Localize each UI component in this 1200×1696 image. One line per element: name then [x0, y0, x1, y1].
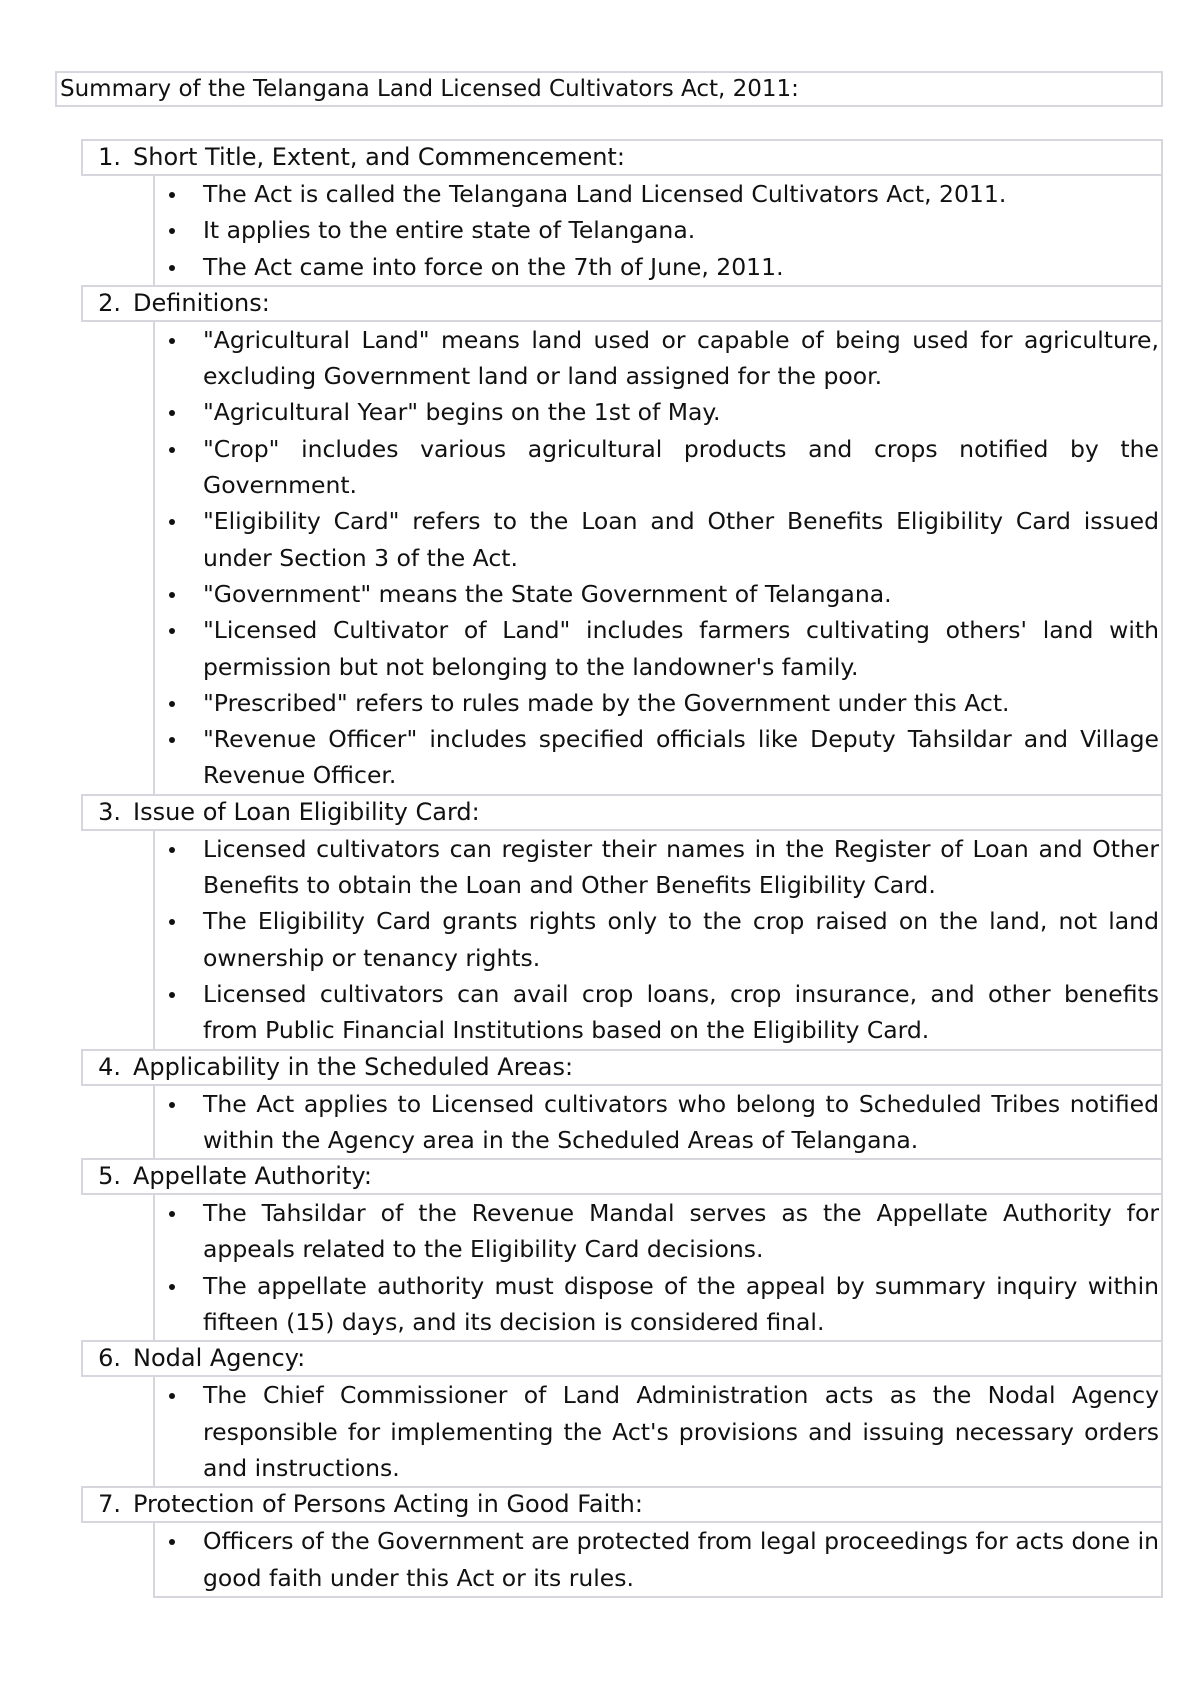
bullet-icon	[155, 721, 203, 794]
bullet-text: The Tahsildar of the Revenue Mandal serves as the Appellate Authority for appeals related to the Eligibility Card decisions.	[203, 1199, 1159, 1264]
bullet-icon	[155, 431, 203, 504]
bullet-list	[153, 1375, 1163, 1488]
bullet-text: The Act is called the Telangana Land Licensed Cultivators Act, 2011.	[203, 180, 1007, 208]
list-item	[155, 721, 1159, 794]
bullet-text: "Agricultural Land" means land used or capable of being used for agriculture, excluding Government land or land assigned for the poor.	[203, 325, 1159, 391]
sections-list	[81, 139, 1163, 1598]
bullet-icon	[155, 612, 203, 685]
list-item	[155, 976, 1159, 1049]
section-title: Issue of Loan Eligibility Card:	[133, 797, 480, 826]
bullet-icon	[155, 903, 203, 976]
bullet-icon	[155, 1377, 203, 1486]
bullet-icon	[155, 1268, 203, 1341]
list-item	[155, 1086, 1159, 1159]
bullet-icon	[155, 176, 203, 212]
section-heading	[81, 1158, 1163, 1195]
section-heading	[81, 1340, 1163, 1377]
list-item	[155, 176, 1159, 212]
section-heading	[81, 1049, 1163, 1086]
list-item	[155, 903, 1159, 976]
bullet-text: "Eligibility Card" refers to the Loan and Other Benefits Eligibility Card issued under Section 3 of the Act.	[203, 507, 1159, 572]
list-item	[155, 1377, 1159, 1486]
bullet-text: Licensed cultivators can register their names in the Register of Loan and Other Benefits to obtain the Loan and Other Benefits Eligibility Card.	[203, 834, 1159, 900]
bullet-icon	[155, 503, 203, 576]
bullet-icon	[155, 576, 203, 612]
bullet-icon	[155, 1086, 203, 1159]
section-heading	[81, 285, 1163, 322]
bullet-text: The appellate authority must dispose of the appeal by summary inquiry within fifteen (15) days, and its decision is considered final.	[203, 1271, 1159, 1337]
list-item	[155, 431, 1159, 504]
section-number: 7.	[98, 1490, 121, 1519]
document-title: Summary of the Telangana Land Licensed Cultivators Act, 2011:	[55, 71, 1163, 107]
list-item	[155, 394, 1159, 430]
bullet-list	[153, 1521, 1163, 1598]
list-item	[155, 503, 1159, 576]
bullet-icon	[155, 249, 203, 285]
section-heading	[81, 794, 1163, 831]
bullet-text: It applies to the entire state of Telangana.	[203, 216, 696, 245]
bullet-list	[153, 1084, 1163, 1161]
bullet-text: "Crop" includes various agricultural products and crops notified by the Government.	[203, 434, 1159, 500]
bullet-list	[153, 174, 1163, 287]
bullet-text: The Eligibility Card grants rights only to the crop raised on the land, not land ownership or tenancy rights.	[203, 907, 1159, 972]
bullet-text: "Licensed Cultivator of Land" includes farmers cultivating others' land with permission but not belonging to the landowner's family.	[203, 616, 1159, 681]
list-item	[155, 1195, 1159, 1268]
section-title: Definitions:	[133, 288, 270, 317]
bullet-text: "Government" means the State Government of Telangana.	[203, 579, 892, 608]
section-title: Nodal Agency:	[133, 1344, 306, 1373]
list-item	[155, 1268, 1159, 1341]
section-number: 3.	[98, 797, 121, 826]
bullet-icon	[155, 831, 203, 904]
bullet-list	[153, 829, 1163, 1051]
bullet-list	[153, 320, 1163, 796]
list-item	[155, 212, 1159, 248]
section-number: 1.	[98, 143, 121, 171]
bullet-icon	[155, 976, 203, 1049]
list-item	[155, 831, 1159, 904]
list-item	[155, 1523, 1159, 1596]
section-heading	[81, 139, 1163, 176]
bullet-icon	[155, 322, 203, 395]
bullet-text: Officers of the Government are protected from legal proceedings for acts done in good faith under this Act or its rules.	[203, 1527, 1159, 1592]
section-number: 5.	[98, 1162, 121, 1191]
bullet-text: Licensed cultivators can avail crop loans, crop insurance, and other benefits from Public Financial Institutions based on the Eligibility Card.	[203, 979, 1159, 1045]
section-heading	[81, 1486, 1163, 1523]
bullet-text: The Act came into force on the 7th of June, 2011.	[203, 252, 784, 281]
list-item	[155, 685, 1159, 721]
section-title: Short Title, Extent, and Commencement:	[133, 143, 625, 171]
bullet-list	[153, 1193, 1163, 1342]
list-item	[155, 576, 1159, 612]
bullet-text: The Act applies to Licensed cultivators who belong to Scheduled Tribes notified within the Agency area in the Scheduled Areas of Telangana.	[203, 1089, 1159, 1154]
section-title: Applicability in the Scheduled Areas:	[133, 1052, 574, 1081]
bullet-text: The Chief Commissioner of Land Administration acts as the Nodal Agency responsible for implementing the Act's provisions and issuing necessary orders and instructions.	[203, 1381, 1159, 1482]
section-number: 4.	[98, 1052, 121, 1081]
bullet-icon	[155, 1195, 203, 1268]
bullet-icon	[155, 1523, 203, 1596]
bullet-text: "Revenue Officer" includes specified officials like Deputy Tahsildar and Village Revenue Officer.	[203, 725, 1159, 790]
section-number: 6.	[98, 1344, 121, 1373]
bullet-text: "Agricultural Year" begins on the 1st of May.	[203, 398, 721, 427]
list-item	[155, 612, 1159, 685]
section-title: Protection of Persons Acting in Good Faith:	[133, 1490, 643, 1519]
bullet-icon	[155, 685, 203, 721]
list-item	[155, 249, 1159, 285]
list-item	[155, 322, 1159, 395]
bullet-icon	[155, 394, 203, 430]
section-number: 2.	[98, 288, 121, 317]
section-title: Appellate Authority:	[133, 1162, 372, 1191]
bullet-icon	[155, 212, 203, 248]
bullet-text: "Prescribed" refers to rules made by the Government under this Act.	[203, 688, 1010, 717]
